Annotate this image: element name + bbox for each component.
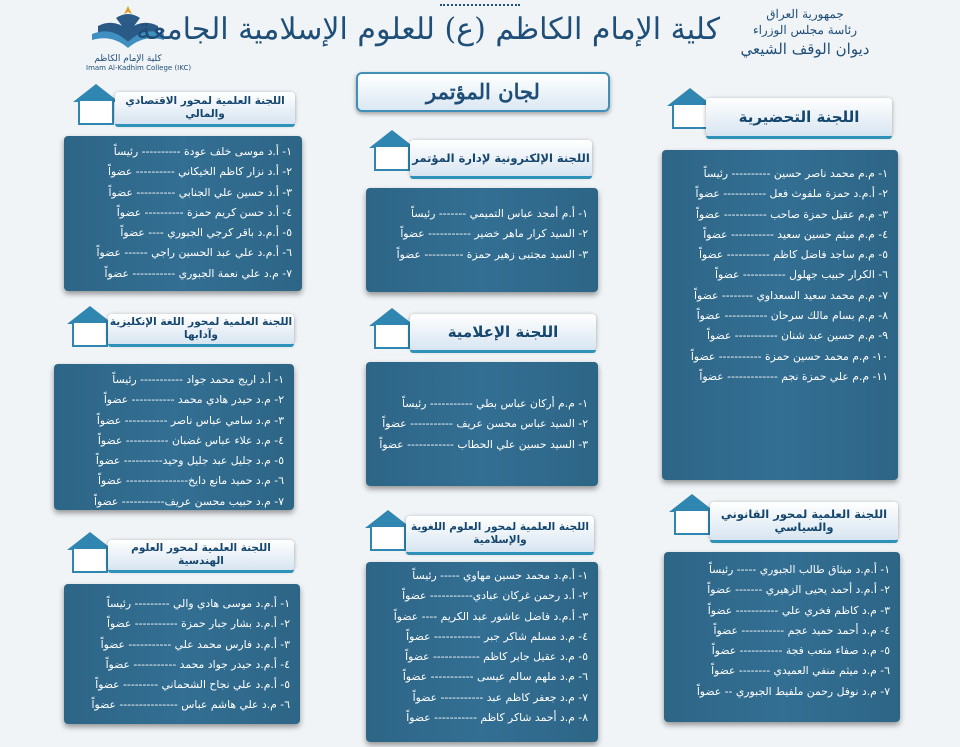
list-item: ٧- م.د نوفل رحمن ملفيط الجبوري -- عضواً (696, 684, 890, 698)
list-item: ١- أ.د موسى خلف عودة ---------- رئيساً (113, 145, 292, 158)
list-item: ٩- م.م حسين عبد شنان ----------- عضواً (706, 329, 888, 343)
english-title: اللجنة العلمية لمحور اللغة الإنكليزية وآدابها (108, 314, 294, 344)
list-item: ٤- أ.د حسن كريم حمزة ---------- عضواً (116, 205, 292, 219)
list-item: ٦- أ.م.د علي عبد الحسين راجي ------ عضواً (96, 246, 292, 260)
conference-committees-banner: لجان المؤتمر (356, 72, 610, 112)
list-item: ٦- م.د ميثم منفي العميدي -------- عضواً (711, 664, 890, 678)
logo-caption-en: Imam Al-Kadhim College (IKC) (86, 64, 192, 72)
list-item: ٢- أ.م.د بشار جبار حمزة ----------- عضواً (106, 617, 290, 631)
list-item: ١- أ.م أمجد عباس التميمي ------- رئيساً (411, 207, 588, 220)
list-item: ٢- أ.م.د حمزة ملفوث فعل ----------- عضواً (695, 187, 888, 201)
list-item: ٣- أ.م.د فاضل عاشور عبد الكريم ---- عضواً (393, 609, 588, 623)
issuer-line-2: رئاسة مجلس الوزراء (752, 23, 858, 37)
list-item: ٤- م.د علاء عباس غضبان ----------- عضواً (97, 433, 284, 447)
list-item: ٣- السيد مجتبى زهير حمزة ---------- عضواً (396, 247, 588, 261)
economic-panel (64, 136, 302, 291)
list-item: ٨- م.د أحمد شاكر كاظم ----------- عضواً (406, 711, 588, 725)
list-item: ٣- السيد حسين علي الحطاب ------------ عضواً (379, 437, 588, 451)
list-item: ٧- م.د علي نعمة الجبوري ----------- عضواً (104, 266, 292, 280)
list-item: ٢- أ.د رحمن غركان عبادي----------- عضواً (402, 589, 588, 603)
logo-caption-ar: كلية الإمام الكاظم (94, 54, 162, 64)
list-item: ٥- م.د جليل عبد جليل وحيد---------- عضواً (95, 454, 284, 468)
list-item: ٨- م.م بسام مالك سرحان ----------- عضواً (696, 309, 888, 323)
list-item: ١- أ.م.د ميثاق طالب الجبوري ----- رئيساً (708, 563, 890, 576)
economic-title: اللجنة العلمية لمحور الاقتصادي والمالي (115, 92, 295, 124)
list-item: ٣- م.د سامي عباس ناصر ----------- عضواً (96, 413, 284, 427)
media-title: اللجنة الإعلامية (410, 314, 596, 350)
engineering-panel (64, 584, 300, 724)
list-item: ٤- م.م ميثم حسين سعيد ----------- عضواً (703, 227, 888, 241)
list-item: ٦- م.د حميد مانع دايخ---------------- عضواً (98, 474, 284, 488)
list-item: ٢- م.د حيدر هادي محمد ----------- عضواً (103, 393, 284, 407)
islamic-title: اللجنة العلمية لمحور العلوم اللغوية والإسلامية (406, 516, 594, 552)
list-item: ١- م.م أركان عباس بطي ----------- رئيساً (402, 397, 588, 410)
engineering-title: اللجنة العلمية لمحور العلوم الهندسية (108, 540, 294, 570)
list-item: ٣- أ.م.د فارس محمد علي ----------- عضواً (100, 637, 290, 651)
list-item: ٣- م.م عقيل حمزة صاحب ----------- عضواً (696, 207, 888, 221)
electronic-title: اللجنة الإلكترونية لإدارة المؤتمر (410, 140, 592, 176)
preparatory-panel (662, 150, 898, 480)
list-item: ٢- أ.م.د أحمد يحيى الزهيري ------- عضواً (707, 583, 890, 597)
issuer-line-1: جمهورية العراق (766, 7, 844, 21)
list-item: ٥- م.د عقيل جابر كاظم ------------ عضواً (405, 650, 588, 664)
islamic-panel (366, 562, 598, 742)
list-item: ١- أ.م.د محمد حسين مهاوي ----- رئيساً (412, 569, 588, 582)
list-item: ٧- م.م محمد سعيد السعداوي -------- عضواً (694, 288, 888, 302)
list-item: ١- م.م محمد ناصر حسين ---------- رئيساً (703, 167, 888, 180)
list-item: ٥- م.د صفاء متعب فجة ----------- عضواً (711, 644, 890, 658)
list-item: ٣- أ.د حسين علي الجنابي ---------- عضواً (108, 185, 292, 199)
list-item: ٥- أ.م.د علي نجاح الشحماني --------- عضواً (95, 678, 290, 692)
list-item: ٦- م.د علي هاشم عباس --------------- عضواً (91, 698, 290, 712)
media-panel (366, 362, 598, 486)
list-item: ٣- م.د كاظم فخري علي ----------- عضواً (707, 603, 890, 617)
list-item: ٥- أ.م.د باقر كرجي الجبوري ---- عضواً (120, 226, 292, 240)
list-item: ٦- م.د ملهم سالم عيسى ----------- عضواً (402, 670, 588, 684)
list-item: ١- أ.د اريج محمد جواد ----------- رئيساً (112, 373, 284, 386)
legal-title: اللجنة العلمية لمحور القانوني والسياسي (710, 502, 898, 540)
college-title: كلية الإمام الكاظم (ع) للعلوم الإسلامية الجامعة (136, 12, 720, 47)
list-item: ١١- م.م علي حمزة نجم ------------- عضواً (699, 369, 888, 383)
list-item: ٦- الكرار حبيب جهلول ----------- عضواً (715, 268, 888, 282)
list-item: ٤- أ.م.د حيدر جواد محمد ----------- عضواً (105, 657, 290, 671)
legal-panel (664, 552, 900, 722)
list-item: ٧- م.د جعفر كاظم عبد ----------- عضواً (412, 690, 588, 704)
list-item: ١- أ.م.د موسى هادي والي --------- رئيساً (106, 597, 290, 610)
list-item: ٢- أ.د نزار كاظم الخيكاني ---------- عضواً (107, 165, 292, 179)
electronic-panel (366, 188, 598, 292)
list-item: ٤- م.د مسلم شاكر جبر ------------ عضواً (406, 629, 588, 643)
list-item: ٥- م.م ساجد فاضل كاظم ----------- عضواً (698, 248, 888, 262)
list-item: ٢- السيد كرار ماهر خضير ----------- عضواً (400, 227, 588, 241)
list-item: ١٠- م.م محمد حسين حمزة ----------- عضواً (690, 349, 888, 363)
issuer-line-3: ديوان الوقف الشيعي (740, 40, 870, 58)
list-item: ٧- م.د حبيب محسن عريف----------- عضواً (93, 494, 284, 508)
header-ornament (440, 4, 520, 12)
issuer-block (740, 6, 870, 60)
list-item: ٢- السيد عباس محسن عريف ----------- عضواً (382, 417, 588, 431)
preparatory-title: اللجنة التحضيرية (706, 98, 892, 136)
english-panel (54, 364, 294, 510)
list-item: ٤- م.د أحمد حميد عجم ----------- عضواً (713, 623, 890, 637)
